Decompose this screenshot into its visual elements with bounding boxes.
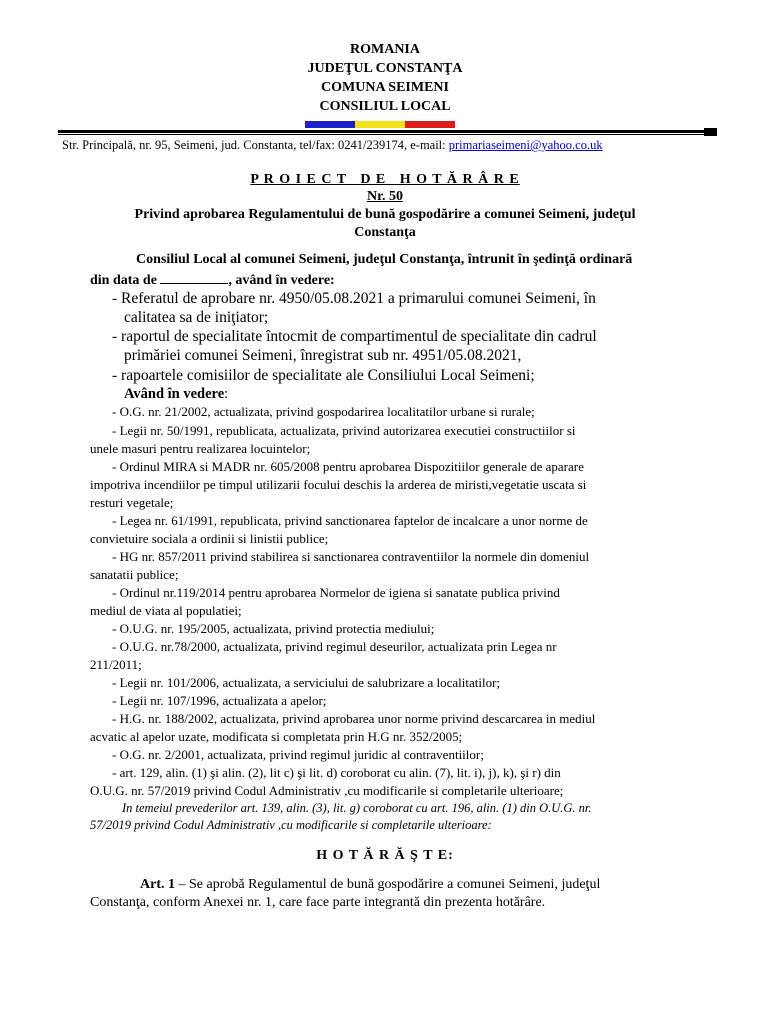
law-hg-857-b: sanatatii publice; — [90, 567, 179, 582]
item-rapoarte: - rapoartele comisiilor de specialitate ale Consiliului Local Seimeni; — [112, 367, 535, 384]
intro-considering: , având în vedere: — [228, 273, 335, 288]
header-commune: COMUNA SEIMENI — [321, 80, 449, 95]
law-mira-605-c: resturi vegetale; — [90, 495, 174, 510]
subject-line-2: Constanţa — [354, 225, 416, 240]
considering-bold: Având în vedere — [124, 386, 225, 402]
law-107-1996: - Legii nr. 107/1996, actualizata a apelor; — [112, 693, 327, 708]
law-art-129-b: O.U.G. nr. 57/2019 privind Codul Administrativ ,cu modificarile si completarile ulterioare; — [90, 783, 564, 798]
item-referat-1: - Referatul de aprobare nr. 4950/05.08.2021 a primarului comunei Seimeni, în — [112, 290, 596, 307]
flag-blue-stripe — [305, 121, 355, 128]
law-hg-188-a: - H.G. nr. 188/2002, actualizata, privind aprobarea unor norme privind descarcarea in mediul — [112, 711, 596, 726]
law-61-1991-b: convietuire sociala a ordinii si linistii publice; — [90, 531, 329, 546]
law-oug-78-a: - O.U.G. nr.78/2000, actualizata, privind regimul deseurilor, actualizata prin Legea nr — [112, 639, 557, 654]
considering-heading — [124, 386, 228, 403]
law-101-2006: - Legii nr. 101/2006, actualizata, a serviciului de salubrizare a localitatilor; — [112, 675, 501, 690]
law-hg-857-a: - HG nr. 857/2011 privind stabilirea si sanctionarea contraventiilor la normele din domeniul — [112, 549, 590, 564]
decides-heading: H O T Ă R Ă Ş T E: — [316, 848, 454, 863]
intro-line-1: Consiliul Local al comunei Seimeni, judeţul Constanţa, întrunit în şedinţă ordinară — [136, 252, 633, 267]
project-title: P R O I E C T D E H O T Ă R Â R E — [250, 172, 520, 187]
law-61-1991-a: - Legea nr. 61/1991, republicata, privind sanctionarea faptelor de incalcare a unor norme de — [112, 513, 588, 528]
law-mira-605-a: - Ordinul MIRA si MADR nr. 605/2008 pentru aprobarea Dispozitiilor generale de aparare — [112, 459, 584, 474]
considering-colon: : — [224, 386, 229, 402]
law-og-2-2001: - O.G. nr. 2/2001, actualizata, privind regimul juridic al contraventiilor; — [112, 747, 484, 762]
law-art-129-a: - art. 129, alin. (1) şi alin. (2), lit c) şi lit. d) coroborat cu alin. (7), lit. i), j), k), şi r) din — [112, 765, 561, 780]
law-ord-119-a: - Ordinul nr.119/2014 pentru aprobarea Normelor de igiena si sanatate publica privind — [112, 585, 560, 600]
header-divider-thick — [58, 130, 717, 133]
article-1-label: Art. 1 — [140, 877, 175, 892]
law-ord-119-b: mediul de viata al populatiei; — [90, 603, 242, 618]
law-50-1991-b: unele masuri pentru realizarea locuintelor; — [90, 441, 311, 456]
article-1-line-1 — [140, 877, 600, 893]
article-1-line-2: Constanţa, conform Anexei nr. 1, care face parte integrantă din prezenta hotărâre. — [90, 895, 546, 910]
header-block — [0, 40, 770, 116]
divider-end-mark — [704, 128, 717, 136]
subject-line-1: Privind aprobarea Regulamentului de bună gospodărire a comunei Seimeni, judeţul — [134, 207, 636, 222]
project-number: Nr. 50 — [366, 189, 404, 204]
legal-basis-1: In temeiul prevederilor art. 139, alin. (3), lit. g) coroborat cu art. 196, alin. (1) din O.U.G. nr. — [122, 801, 592, 815]
date-blank-field — [160, 271, 228, 284]
intro-date-label: din data de — [90, 273, 161, 288]
item-raport-1: - raportul de specialitate întocmit de compartimentul de specialitate din cadrul — [112, 328, 597, 345]
address-text: Str. Principală, nr. 95, Seimeni, jud. Constanta, tel/fax: 0241/239174, e-mail: — [62, 138, 449, 152]
header-county: JUDEŢUL CONSTANŢA — [307, 61, 463, 76]
law-hg-188-b: acvatic al apelor uzate, modificata si completata prin H.G nr. 352/2005; — [90, 729, 463, 744]
email-link[interactable]: primariaseimeni@yahoo.co.uk — [448, 138, 603, 152]
law-mira-605-b: impotriva incendiilor pe timpul utilizarii focului deschis la arderea de miristi,vegetatie uscata si — [90, 477, 587, 492]
law-oug-195: - O.U.G. nr. 195/2005, actualizata, privind protectia mediului; — [112, 621, 435, 636]
article-1-text-a: – Se aprobă Regulamentul de bună gospodărire a comunei Seimeni, judeţul — [175, 877, 601, 892]
header-divider-thin — [58, 134, 717, 135]
law-oug-78-b: 211/2011; — [90, 657, 142, 672]
item-referat-2: calitatea sa de iniţiator; — [124, 309, 269, 326]
address-line — [62, 138, 603, 153]
legal-basis-2: 57/2019 privind Codul Administrativ ,cu modificarile si completarile ulterioare: — [90, 818, 492, 832]
flag-yellow-stripe — [355, 121, 405, 128]
law-og-21-2002: - O.G. nr. 21/2002, actualizata, privind gospodarirea localitatilor urbane si rurale; — [112, 404, 535, 419]
flag-red-stripe — [405, 121, 455, 128]
item-raport-2: primăriei comunei Seimeni, înregistrat sub nr. 4951/05.08.2021, — [124, 347, 522, 364]
intro-line-2 — [90, 271, 335, 289]
header-council: CONSILIUL LOCAL — [319, 99, 451, 114]
law-50-1991-a: - Legii nr. 50/1991, republicata, actualizata, privind autorizarea executiei constructiilor si — [112, 423, 576, 438]
header-country: ROMANIA — [350, 42, 420, 57]
